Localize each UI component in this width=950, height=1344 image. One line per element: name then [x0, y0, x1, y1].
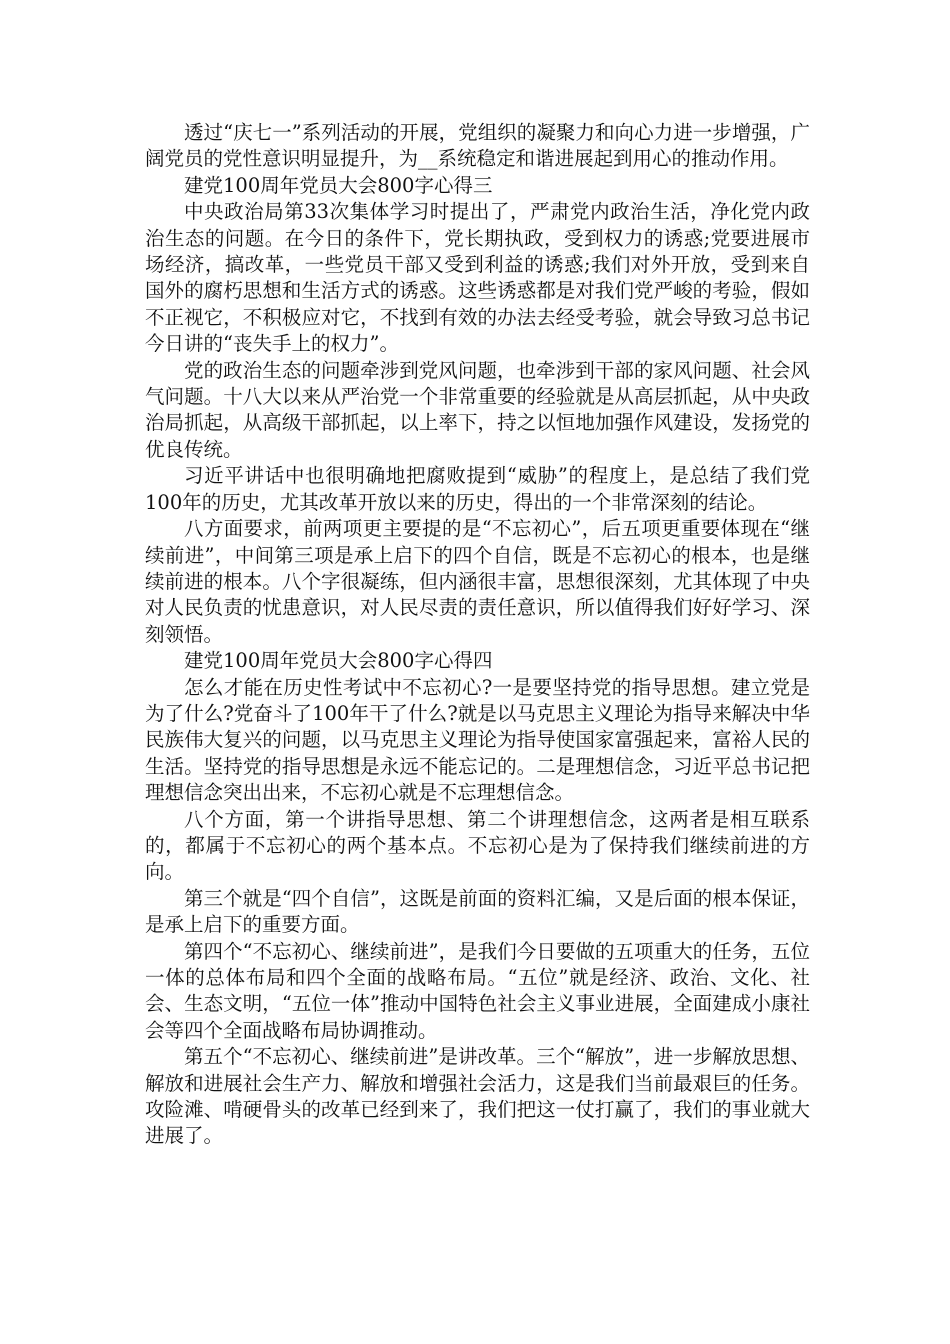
paragraph-four-confidences: 第三个就是“四个自信”，这既是前面的资料汇编，又是后面的根本保证，是承上启下的重要方面。 [145, 886, 810, 937]
section-heading-four: 建党100周年党员大会800字心得四 [184, 649, 493, 673]
document-body [145, 120, 810, 1150]
section-heading-three: 建党100周年党员大会800字心得三 [184, 173, 493, 197]
paragraph-five-in-one: 第四个“不忘初心、继续前进”，是我们今日要做的五项重大的任务，五位一体的总体布局和四个全面的战略布局。“五位”就是经济、政治、文化、社会、生态文明，“五位一体”推动中国特色社会主义事业进展，全面建成小康社会等四个全面战略布局协调推动。 [145, 939, 810, 1042]
paragraph-political-ecology: 党的政治生态的问题牵涉到党风问题，也牵涉到干部的家风问题、社会风气问题。十八大以来从严治党一个非常重要的经验就是从高层抓起，从中央政治局抓起，从高级干部抓起，以上率下，持之以恒地加强作风建设，发扬党的优良传统。 [145, 358, 810, 461]
paragraph-political-life: 中央政治局第33次集体学习时提出了，严肃党内政治生活，净化党内政治生态的问题。在今日的条件下，党长期执政，受到权力的诱惑;党要进展市场经济，搞改革，一些党员干部又受到利益的诱惑;我们对外开放，受到来自国外的腐朽思想和生活方式的诱惑。这些诱惑都是对我们党严峻的考验，假如不正视它，不积极应对它，不找到有效的办法去经受考验，就会导致习总书记今日讲的“丧失手上的权力”。 [145, 200, 810, 356]
paragraph-reform: 第五个“不忘初心、继续前进”是讲改革。三个“解放”，进一步解放思想、解放和进展社会生产力、解放和增强社会活力，这是我们当前最艰巨的任务。攻险滩、啃硬骨头的改革已经到来了，我们把这一仗打赢了，我们的事业就大进展了。 [145, 1045, 810, 1148]
paragraph-eight-requirements: 八方面要求，前两项更主要提的是“不忘初心”，后五项更重要体现在“继续前进”，中间第三项是承上启下的四个自信，既是不忘初心的根本，也是继续前进的根本。八个字很凝练，但内涵很丰富，思想很深刻，尤其体现了中央对人民负责的忧患意识，对人民尽责的责任意识，所以值得我们好好学习、深刻领悟。 [145, 517, 810, 646]
paragraph-corruption-threat: 习近平讲话中也很明确地把腐败提到“威胁”的程度上，是总结了我们党100年的历史，尤其改革开放以来的历史，得出的一个非常深刻的结论。 [145, 464, 810, 514]
paragraph-eight-aspects: 八个方面，第一个讲指导思想、第二个讲理想信念，这两者是相互联系的，都属于不忘初心的两个基本点。不忘初心是为了保持我们继续前进的方向。 [145, 807, 810, 884]
paragraph-guiding-thought: 怎么才能在历史性考试中不忘初心?一是要坚持党的指导思想。建立党是为了什么?党奋斗了100年干了什么?就是以马克思主义理论为指导来解决中华民族伟大复兴的问题，以马克思主义理论为指导使国家富强起来，富裕人民的生活。坚持党的指导思想是永远不能忘记的。二是理想信念，习近平总书记把理想信念突出出来，不忘初心就是不忘理想信念。 [145, 675, 810, 805]
paragraph-celebration-summary: 透过“庆七一”系列活动的开展，党组织的凝聚力和向心力进一步增强，广阔党员的党性意识明显提升，为__系统稳定和谐进展起到用心的推动作用。 [145, 121, 810, 171]
